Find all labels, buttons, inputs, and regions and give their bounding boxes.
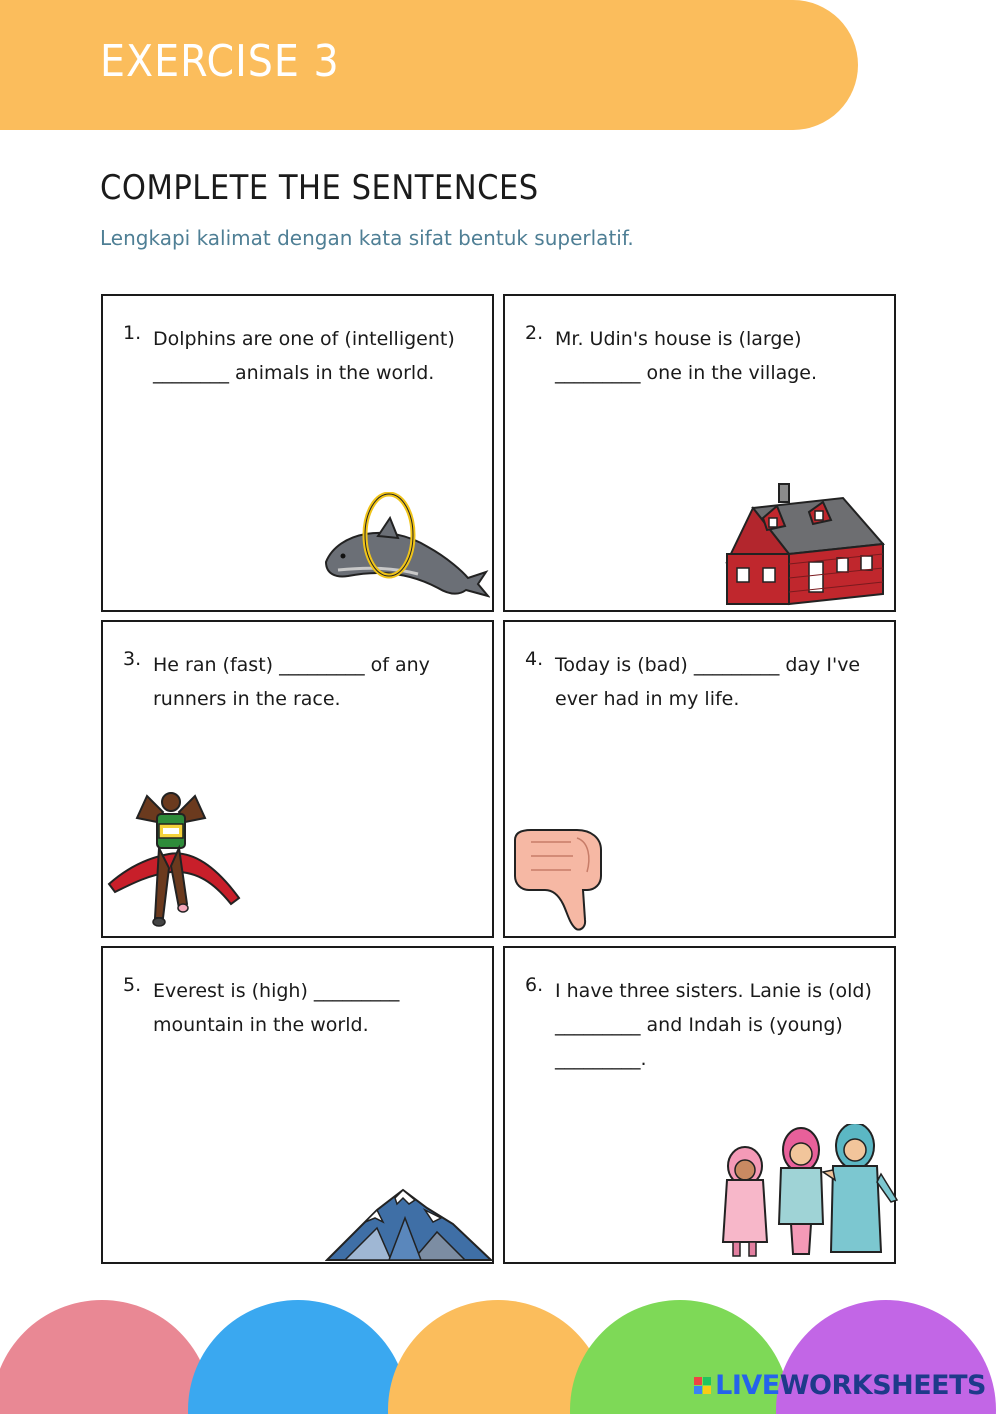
logo-wordmark (715, 1370, 986, 1401)
exercise-number: 4. (525, 648, 544, 670)
exercise-card-1 (101, 294, 494, 612)
liveworksheets-logo (694, 1370, 986, 1400)
section-heading: COMPLETE THE SENTENCES (100, 168, 539, 208)
exercise-sentence: Dolphins are one of (intelligent) ________ animals in the world. (153, 328, 455, 384)
decorative-circle (0, 1300, 212, 1414)
header-banner (0, 0, 858, 130)
logo-prefix: LIVE (715, 1369, 780, 1401)
mountain-icon (325, 1188, 493, 1262)
exercise-card-4 (503, 620, 896, 938)
thumbs-down-icon (511, 828, 607, 932)
exercise-title: EXERCISE 3 (100, 36, 340, 87)
house-icon (723, 478, 891, 610)
sisters-icon (705, 1124, 901, 1262)
logo-mark-icon (694, 1377, 711, 1394)
exercise-number: 6. (525, 974, 544, 996)
exercise-number: 1. (123, 322, 142, 344)
exercise-sentence: He ran (fast) _________ of any runners in the race. (153, 654, 430, 710)
exercise-number: 5. (123, 974, 142, 996)
exercise-number: 3. (123, 648, 142, 670)
exercise-sentence: Everest is (high) _________ mountain in the world. (153, 980, 400, 1036)
section-instructions: Lengkapi kalimat dengan kata sifat bentuk superlatif. (100, 226, 634, 250)
exercise-sentence: Mr. Udin's house is (large) _________ one in the village. (555, 328, 818, 384)
exercise-sentence: Today is (bad) _________ day I've ever had in my life. (555, 654, 861, 710)
exercise-grid (101, 294, 902, 1266)
runner-icon (107, 788, 247, 938)
footer-decoration (0, 1300, 1000, 1414)
logo-suffix: WORKSHEETS (779, 1369, 986, 1401)
exercise-card-5 (101, 946, 494, 1264)
exercise-number: 2. (525, 322, 544, 344)
exercise-sentence: I have three sisters. Lanie is (old) _________ and Indah is (young) _________. (555, 980, 872, 1070)
decorative-circle (188, 1300, 408, 1414)
exercise-card-6 (503, 946, 896, 1264)
exercise-card-3 (101, 620, 494, 938)
exercise-card-2 (503, 294, 896, 612)
dolphin-icon (318, 492, 490, 608)
